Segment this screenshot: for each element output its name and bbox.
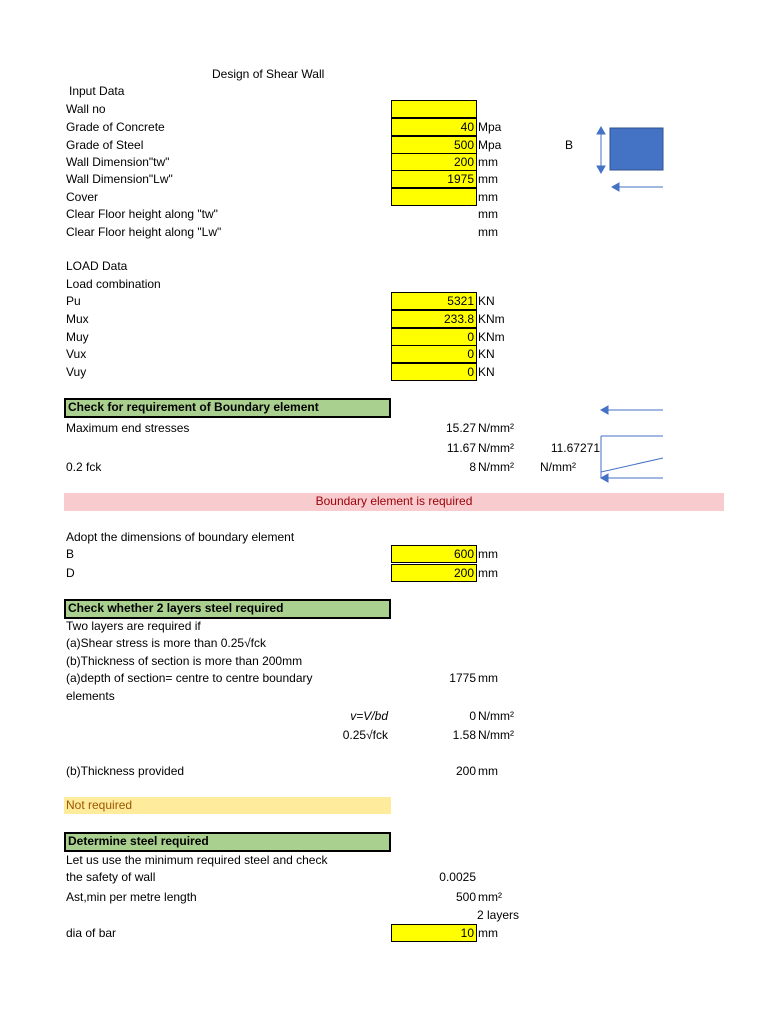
two-layers-line4b: elements	[66, 689, 115, 703]
cell-vux[interactable]: 0	[391, 345, 477, 363]
unit-vux: KN	[478, 347, 495, 361]
v-value: 0	[469, 709, 476, 723]
unit-adopt-b: mm	[478, 547, 498, 561]
label-floor-tw: Clear Floor height along "tw"	[66, 207, 218, 221]
two-layers-line3: (b)Thickness of section is more than 200mm	[66, 654, 303, 668]
unit-wall-lw: mm	[478, 172, 498, 186]
cell-adopt-b[interactable]: 600	[391, 545, 477, 563]
dia-unit: mm	[478, 926, 498, 940]
layers-text: 2 layers	[477, 908, 520, 922]
label-cover: Cover	[66, 190, 99, 204]
two-layers-line1: Two layers are required if	[66, 619, 201, 633]
unit-grade-steel: Mpa	[478, 138, 502, 152]
fck-unit-side: N/mm²	[540, 460, 576, 474]
label-grade-steel: Grade of Steel	[66, 138, 144, 152]
fck-unit: N/mm²	[478, 460, 514, 474]
thickness-value: 200	[455, 764, 476, 778]
label-vux: Vux	[66, 347, 87, 361]
thickness-label: (b)Thickness provided	[66, 764, 185, 778]
label-mux: Mux	[66, 312, 89, 326]
depth-unit: mm	[478, 671, 498, 685]
cell-muy[interactable]: 0	[391, 328, 477, 346]
dia-label: dia of bar	[66, 926, 117, 940]
max-stress-1: 15.27	[445, 421, 476, 435]
unit-grade-concrete: Mpa	[478, 120, 502, 134]
root-fck-unit: N/mm²	[478, 728, 514, 742]
cell-dia[interactable]: 10	[391, 924, 477, 942]
cell-mux[interactable]: 233.8	[391, 310, 477, 328]
root-fck-label: 0.25√fck	[342, 728, 388, 742]
cell-vuy[interactable]: 0	[391, 363, 477, 381]
two-layers-result: Not required	[64, 797, 391, 814]
label-02-fck: 0.2 fck	[66, 460, 102, 474]
ast-label: Ast,min per metre length	[66, 890, 197, 904]
input-heading: Input Data	[69, 84, 125, 98]
boundary-check-header: Check for requirement of Boundary element	[64, 398, 391, 418]
two-layers-header: Check whether 2 layers steel required	[64, 599, 391, 619]
unit-mux: KNm	[478, 312, 505, 326]
label-muy: Muy	[66, 330, 89, 344]
max-stress-1-unit: N/mm²	[478, 421, 514, 435]
cell-adopt-d[interactable]: 200	[391, 564, 477, 582]
label-wall-tw: Wall Dimension"tw"	[66, 155, 170, 169]
unit-adopt-d: mm	[478, 566, 498, 580]
steel-ratio: 0.0025	[439, 870, 476, 884]
arrow-left-upper	[612, 183, 663, 191]
diagram-b-label: B	[565, 138, 574, 152]
load-heading: LOAD Data	[66, 259, 128, 273]
max-stress-2-unit: N/mm²	[478, 441, 514, 455]
unit-floor-tw: mm	[478, 207, 498, 221]
label-adopt-d: D	[66, 566, 75, 580]
label-wall-lw: Wall Dimension"Lw"	[66, 172, 173, 186]
depth-value: 1775	[449, 671, 476, 685]
page-title: Design of Shear Wall	[212, 67, 325, 81]
stress-diagram	[601, 436, 663, 482]
ast-value: 500	[455, 890, 476, 904]
v-label: v=V/bd	[350, 709, 388, 723]
label-max-end-stresses: Maximum end stresses	[66, 421, 190, 435]
v-unit: N/mm²	[478, 709, 514, 723]
adopt-label: Adopt the dimensions of boundary element	[66, 530, 295, 544]
steel-line2: the safety of wall	[66, 870, 156, 884]
steel-header: Determine steel required	[64, 832, 391, 852]
fck-value: 8	[469, 460, 476, 474]
label-floor-lw: Clear Floor height along "Lw"	[66, 225, 222, 239]
two-layers-line2: (a)Shear stress is more than 0.25√fck	[66, 636, 266, 650]
unit-muy: KNm	[478, 330, 505, 344]
label-pu: Pu	[66, 294, 81, 308]
label-wall-no: Wall no	[66, 102, 106, 116]
cell-wall-lw[interactable]: 1975	[391, 170, 477, 188]
cell-grade-concrete[interactable]: 40	[391, 118, 477, 136]
two-layers-line4: (a)depth of section= centre to centre boundary	[66, 671, 313, 685]
load-combination-label: Load combination	[66, 277, 161, 291]
thickness-unit: mm	[478, 764, 498, 778]
dimension-arrow-b	[597, 127, 605, 173]
cell-wall-tw[interactable]: 200	[391, 153, 477, 171]
max-stress-2-side: 11.67271	[550, 441, 600, 455]
unit-pu: KN	[478, 294, 495, 308]
boundary-result: Boundary element is required	[64, 493, 724, 511]
cell-pu[interactable]: 5321	[391, 292, 477, 310]
label-adopt-b: B	[66, 547, 75, 561]
root-fck-value: 1.58	[452, 728, 476, 742]
label-vuy: Vuy	[66, 365, 87, 379]
label-grade-concrete: Grade of Concrete	[66, 120, 165, 134]
unit-vuy: KN	[478, 365, 495, 379]
wall-section-shape	[610, 128, 663, 170]
steel-line1: Let us use the minimum required steel and check	[66, 853, 328, 867]
ast-unit: mm²	[478, 890, 502, 904]
unit-floor-lw: mm	[478, 225, 498, 239]
unit-wall-tw: mm	[478, 155, 498, 169]
cell-grade-steel[interactable]: 500	[391, 136, 477, 154]
max-stress-2: 11.67	[446, 441, 476, 455]
arrow-left-middle	[601, 406, 663, 414]
unit-cover: mm	[478, 190, 498, 204]
